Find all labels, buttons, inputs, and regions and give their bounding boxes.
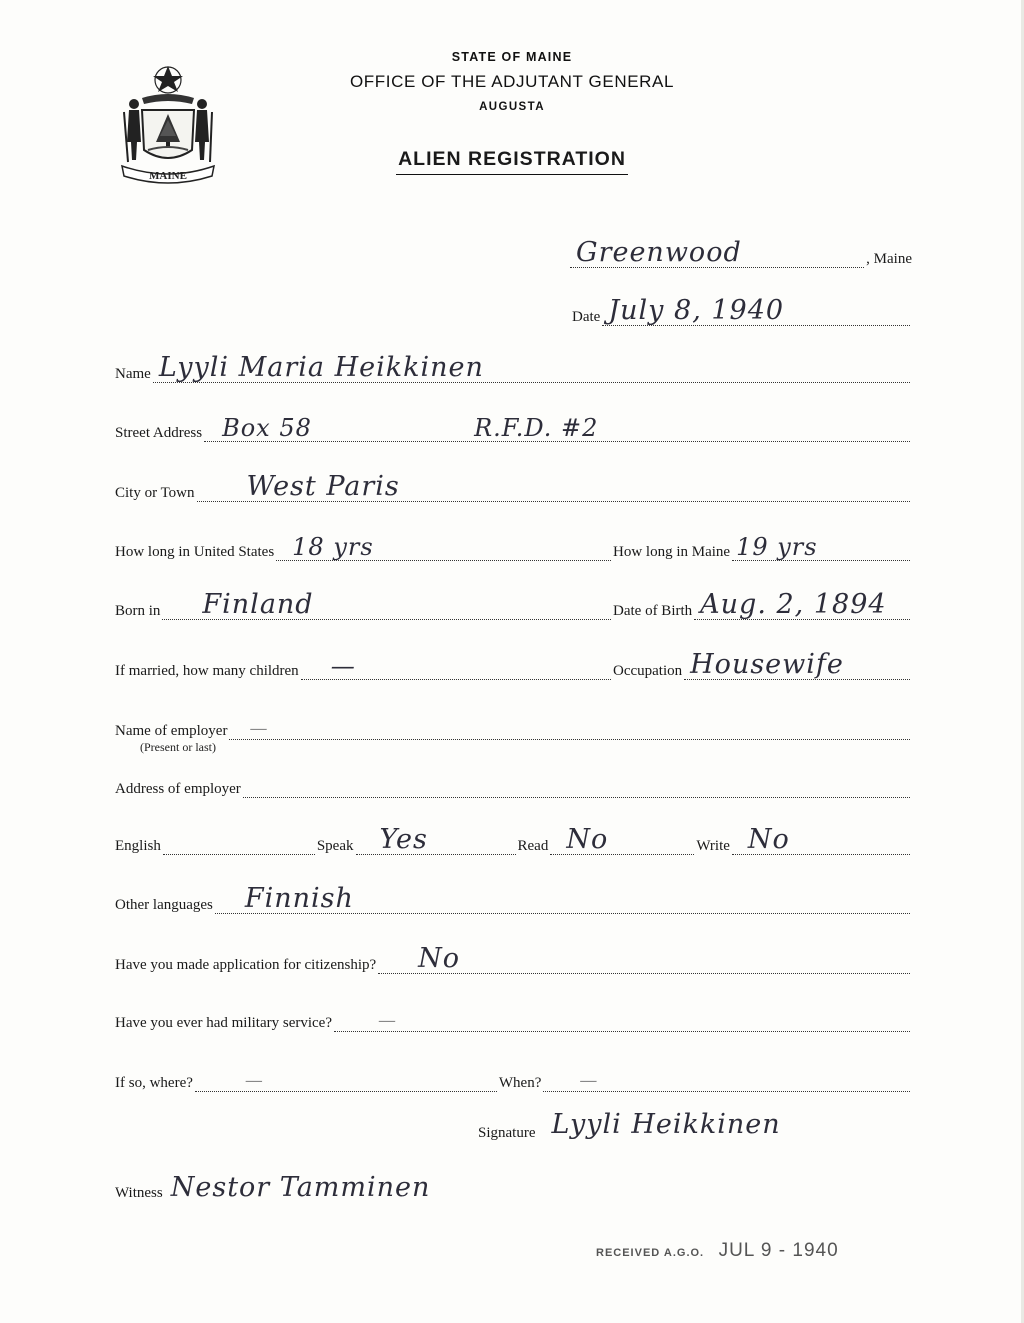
children-label: If married, how many children (115, 663, 299, 679)
us-length-row (115, 533, 613, 561)
born-value: Finland (202, 589, 314, 620)
english-row (115, 824, 912, 855)
city-field[interactable] (197, 471, 910, 502)
form-title: ALIEN REGISTRATION (396, 148, 628, 175)
form-title-wrap (300, 148, 724, 175)
occupation-row (613, 649, 912, 680)
seal-text: MAINE (149, 170, 187, 182)
place-row (568, 237, 912, 268)
office-heading: OFFICE OF THE ADJUTANT GENERAL (349, 72, 675, 91)
employer-field[interactable] (229, 717, 910, 740)
write-value: No (747, 824, 790, 855)
military-label: Have you ever had military service? (115, 1015, 332, 1031)
when-field[interactable] (543, 1069, 910, 1092)
write-label: Write (696, 838, 730, 854)
where-row (115, 1070, 912, 1092)
received-stamp-label: RECEIVED A.G.O. (596, 1247, 705, 1259)
street-value: Box 58 (222, 414, 312, 442)
children-row (115, 652, 613, 680)
employer-address-field[interactable] (243, 775, 910, 798)
date-label: Date (572, 309, 601, 325)
employer-address-row (115, 776, 912, 798)
date-row (572, 295, 912, 326)
read-field[interactable] (550, 824, 694, 855)
us-length-value: 18 yrs (292, 533, 374, 561)
date-field[interactable] (602, 295, 910, 326)
speak-value: Yes (379, 824, 428, 855)
received-stamp-date: JUL 9 - 1940 (718, 1240, 839, 1261)
dob-field[interactable] (694, 589, 910, 620)
city-row (115, 471, 912, 502)
maine-length-value: 19 yrs (736, 533, 818, 561)
dob-value: Aug. 2, 1894 (700, 589, 887, 620)
employer-row (115, 718, 912, 740)
name-row (115, 352, 912, 383)
signature-label: Signature (478, 1125, 536, 1141)
employer-value: — (249, 718, 269, 739)
english-field[interactable] (163, 832, 315, 855)
citizenship-label: Have you made application for citizenship? (115, 957, 377, 973)
us-length-label: How long in United States (115, 544, 275, 560)
state-heading: STATE OF MAINE (451, 50, 573, 64)
other-languages-value: Finnish (244, 883, 354, 914)
street-label: Street Address (115, 425, 203, 441)
witness-label: Witness (115, 1185, 163, 1201)
name-value: Lyyli Maria Heikkinen (158, 352, 484, 383)
us-length-field[interactable] (276, 533, 611, 561)
citizenship-row (115, 943, 912, 974)
military-row (115, 1010, 912, 1032)
other-languages-row (115, 883, 912, 914)
where-field[interactable] (195, 1069, 497, 1092)
name-field[interactable] (153, 352, 910, 383)
witness-value: Nestor Tamminen (170, 1172, 431, 1203)
street-row (115, 414, 912, 442)
employer-address-label: Address of employer (115, 781, 241, 797)
born-label: Born in (115, 603, 161, 619)
occupation-value: Housewife (690, 649, 844, 680)
signature-field[interactable] (538, 1109, 911, 1142)
read-label: Read (517, 838, 549, 854)
occupation-field[interactable] (684, 649, 910, 680)
occupation-label: Occupation (613, 663, 683, 679)
date-value: July 8, 1940 (608, 295, 785, 326)
employer-label: Name of employer (115, 723, 228, 739)
maine-state-seal-icon (112, 62, 224, 190)
when-label: When? (498, 1075, 542, 1091)
dob-row (613, 589, 912, 620)
dob-label: Date of Birth (613, 603, 693, 619)
where-value: — (244, 1070, 264, 1091)
maine-length-field[interactable] (732, 533, 910, 561)
signature-row (478, 1109, 912, 1142)
maine-length-label: How long in Maine (613, 544, 731, 560)
employer-sublabel: (Present or last) (140, 740, 216, 754)
name-label: Name (115, 366, 151, 382)
street-field[interactable] (204, 414, 910, 442)
citizenship-value: No (418, 943, 461, 974)
when-value: — (579, 1070, 599, 1091)
write-field[interactable] (732, 824, 910, 855)
witness-row (115, 1172, 575, 1203)
military-field[interactable] (334, 1009, 910, 1032)
read-value: No (566, 824, 609, 855)
place-suffix: , Maine (866, 251, 912, 267)
military-value: — (378, 1010, 397, 1031)
citizenship-field[interactable] (378, 943, 910, 974)
city-label: City or Town (115, 485, 195, 501)
other-languages-field[interactable] (215, 883, 910, 914)
other-languages-label: Other languages (115, 897, 213, 913)
speak-field[interactable] (356, 824, 516, 855)
children-value: — (330, 652, 356, 680)
maine-length-row (613, 533, 912, 561)
city-heading: AUGUSTA (479, 101, 545, 113)
born-field[interactable] (162, 589, 611, 620)
received-stamp (596, 1240, 839, 1262)
witness-field[interactable] (165, 1172, 573, 1203)
speak-label: Speak (316, 838, 354, 854)
where-label: If so, where? (115, 1075, 193, 1091)
place-field[interactable] (570, 237, 864, 268)
signature-value: Lyyli Heikkinen (551, 1109, 781, 1140)
children-field[interactable] (301, 652, 611, 680)
street-rfd-value: R.F.D. #2 (474, 414, 599, 442)
born-row (115, 589, 613, 620)
english-label: English (115, 838, 161, 854)
city-value: West Paris (246, 471, 400, 502)
place-value: Greenwood (576, 237, 742, 268)
